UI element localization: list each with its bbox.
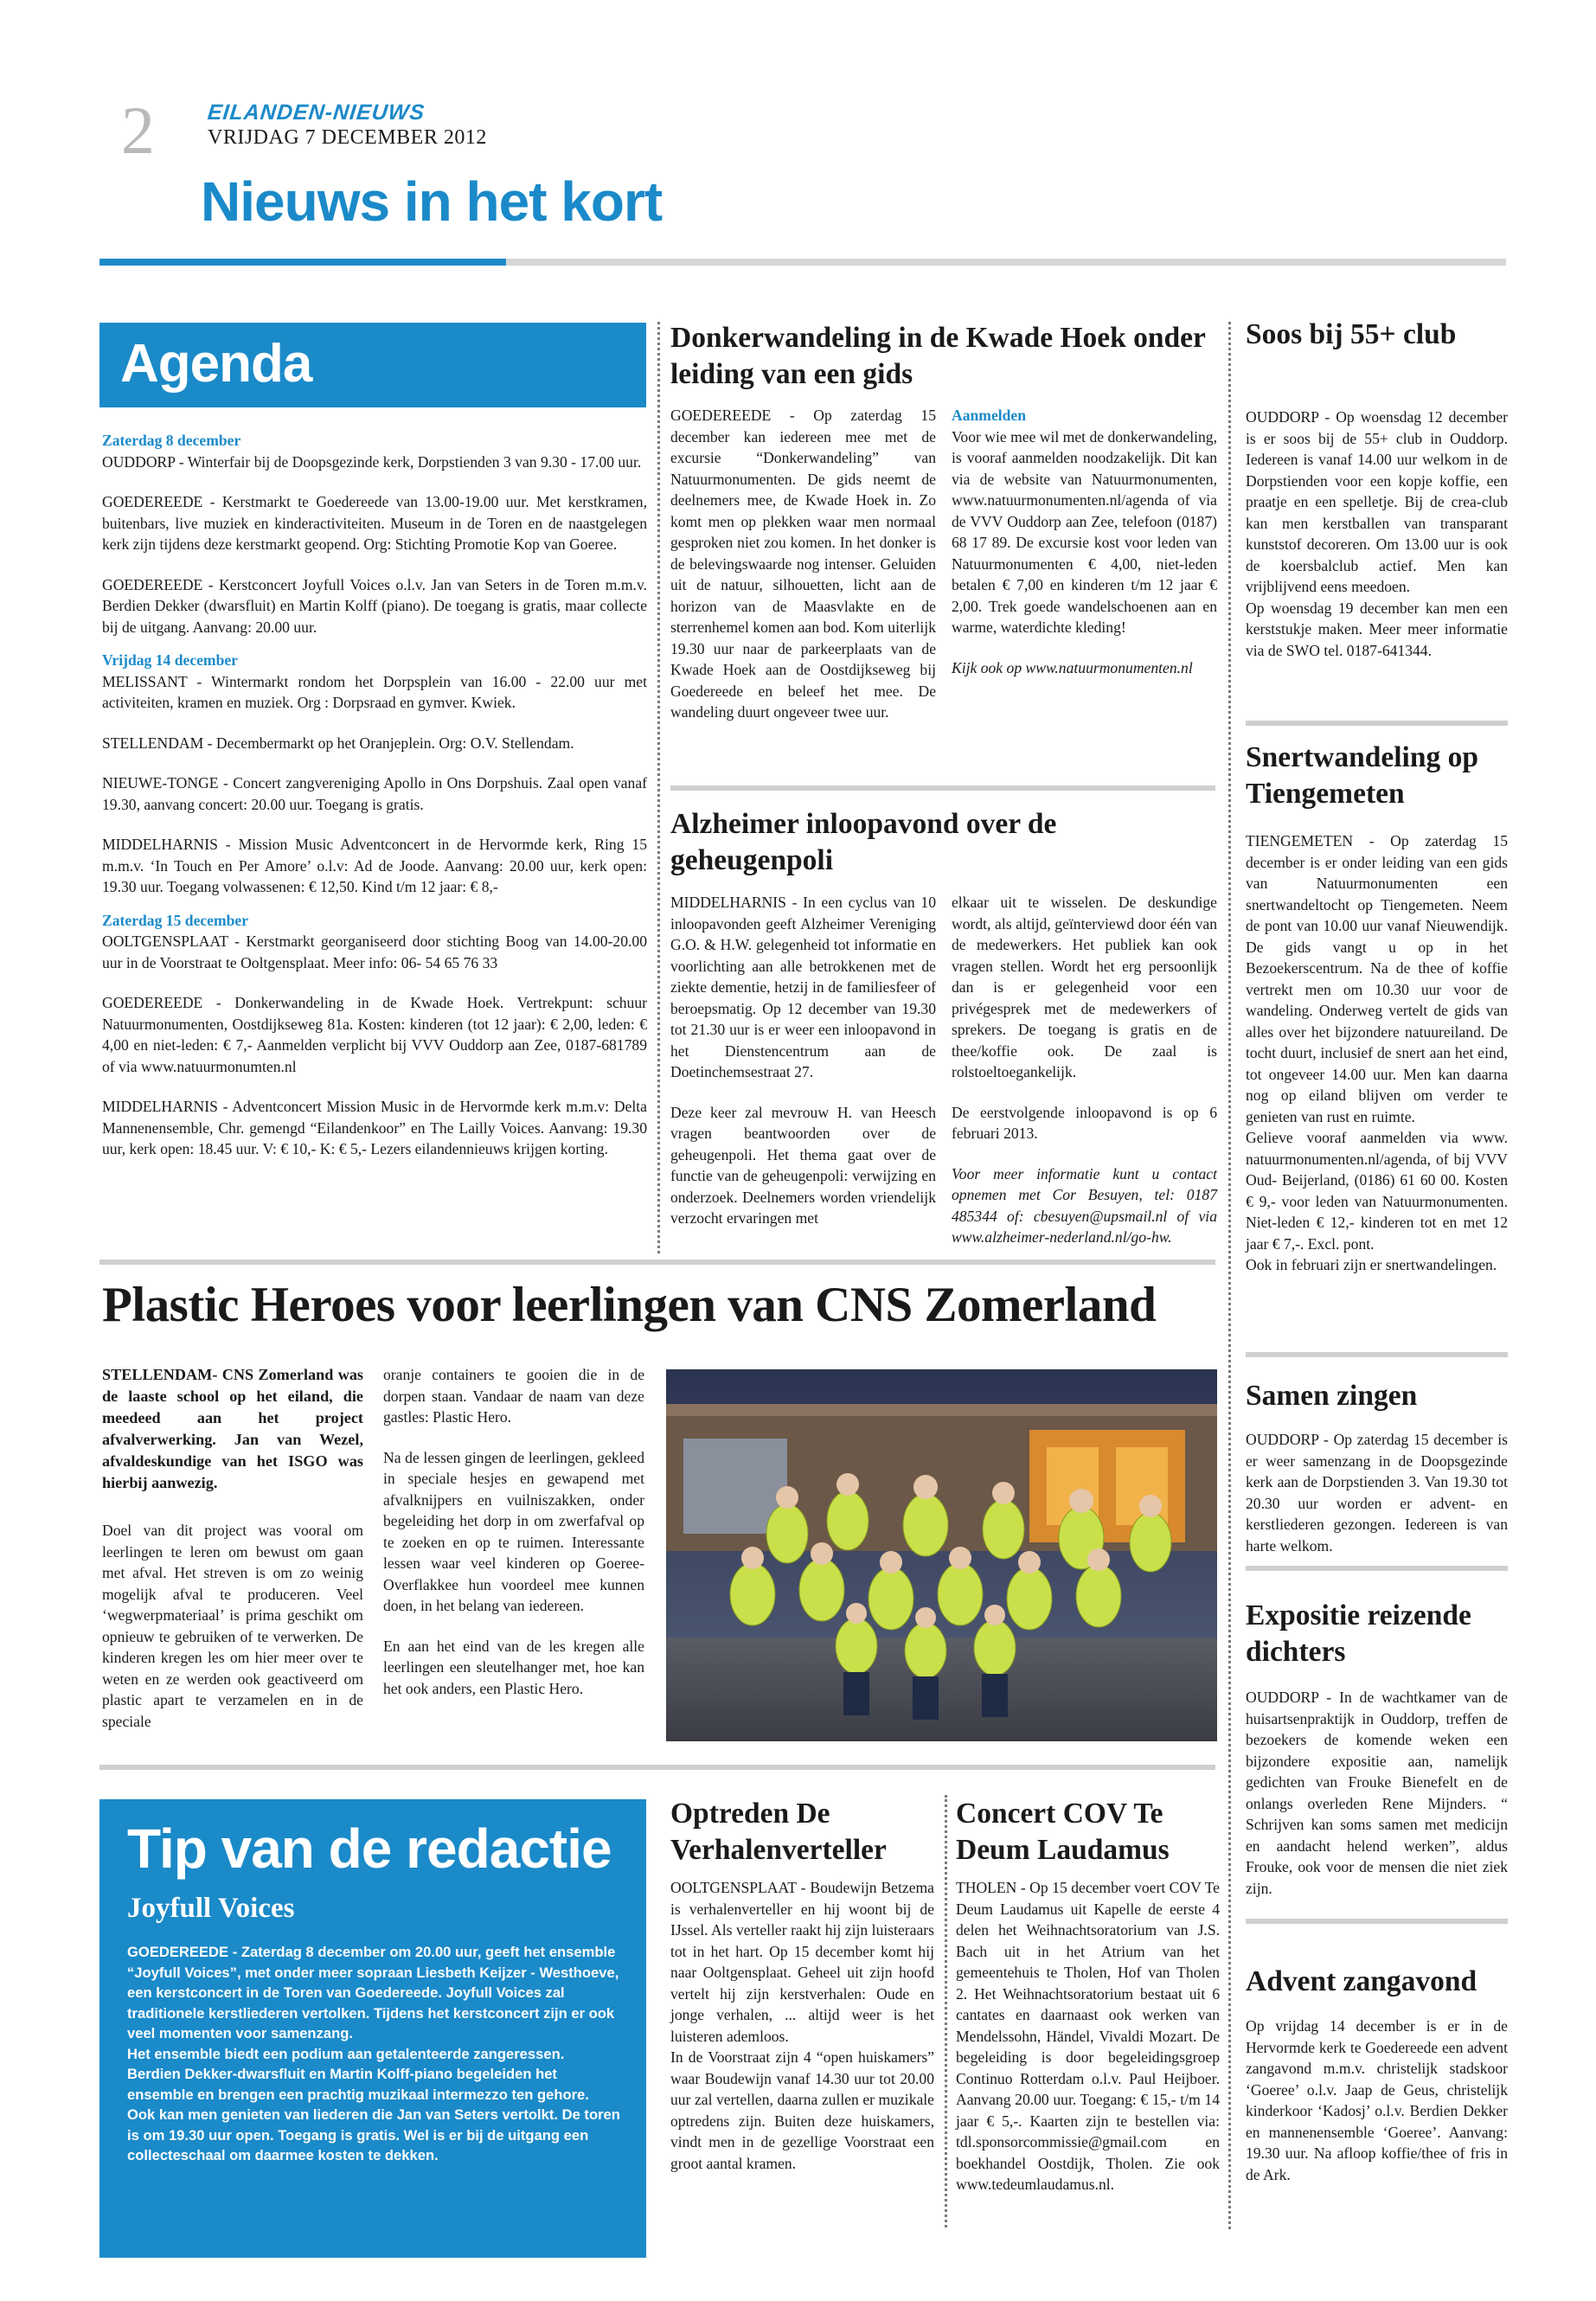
article-paragraph: elkaar uit te wisselen. De deskundige wordt, als altijd, geïnterviewd door één van de medewerkers. Het publiek kan ook vragen stellen. Wordt het erg persoonlijk dan is er gelegenheid voor een privégesprek met de medewerkers of sprekers. De toegang is gratis en de thee/koffie ook. De zaal is rolstoeltoegankelijk. [952, 894, 1217, 1080]
edition-date: VRIJDAG 7 DECEMBER 2012 [208, 126, 487, 149]
article-body [952, 405, 1217, 678]
editor-tip-paragraph: Het ensemble biedt een podium aan getalenteerde zangeressen. Berdien Dekker-dwarsfluit en Martin Kolff-piano begeleiden het ensemble en brengen een prachtig muzikaal intermezzo ten gehore. Ook kan men genieten van liederen die Jan van Seters vertolkt. De toren is om 19.30 uur open. Toegang is gratis. Wel is er bij de uitgang een collecteschaal om daarmee kosten te dekken. [127, 2045, 620, 2163]
agenda-list [102, 430, 647, 1160]
agenda-item: STELLENDAM - Decembermarkt op het Oranjeplein. Org: O.V. Stellendam. [102, 734, 574, 752]
agenda-date: Zaterdag 8 december [102, 432, 241, 449]
article-paragraph: TIENGEMETEN - Op zaterdag 15 december is er onder leiding van een gids van Natuurmonumenten een snertwandeltocht op Tiengemeten. Neem de pont van 10.00 uur vanaf Nieuwendijk. De gids vangt u op in het Bezoekerscentrum. Na de thee of koffie vertrekt men om 10.30 uur voor de wandeling. Onderweg vertelt de gids van alles over het bijzondere natuureiland. De tocht duurt, inclusief de snert aan het eind, tot ongeveer 14.00 uur. Men kan daarna nog op eiland blijven om verder te genieten van rust en ruimte. [1246, 832, 1508, 1125]
article-body: GOEDEREEDE - Op zaterdag 15 december kan iedereen mee met de excursie “Donkerwandeling” van Natuurmonumenten. De gids neemt de deelnemers mee, de Kwade Hoek in. Zo komt men op plekken waar men normaal gesproken niet zou komen. In het donker is de belevingswaarde nog intenser. Geluiden uit de natuur, silhouetten, licht aan de horizon van de Maasvlakte en de sterrenhemel komen aan bod. Kom uiterlijk 19.30 uur naar de parkeerplaats van de Kwade Hoek aan de Oostdijkseweg bij Goedereede en beleef het mee. De wandeling duurt ongeveer twee uur. [670, 407, 936, 721]
agenda-item: OOLTGENSPLAAT - Kerstmarkt georganiseerd door stichting Boog van 14.00-20.00 uur in de Voorstraat te Ooltgensplaat. Meer info: 06- 54 65 76 33 [102, 933, 647, 971]
article-paragraph: Deze keer zal mevrouw H. van Heesch vragen beantwoorden over de geheugenpoli. Het thema gaat over de functie van de geheugenpoli: verwijzing en onderzoek. Deelnemers worden vriendelijk verzocht ervaringen met [670, 1103, 936, 1227]
agenda-item: OUDDORP - Winterfair bij de Doopsgezinde kerk, Dorpstienden 3 van 9.30 - 17.00 uur. [102, 452, 642, 471]
article-paragraph: THOLEN - Op 15 december voert COV Te Deum Laudamus uit Kapelle de eerste 4 delen het Weihnachtsoratorium van J.S. Bach uit in het Atrium van het gemeentehuis te Tholen, Hof van Tholen 2. Het Weihnachtsoratorium bestaat uit 6 cantates en daarnaast ook werken van Mendelssohn, Händel, Vivaldi Mozart. De begeleiding is door begeleidingsgroep Continuo Rotterdam o.l.v. Paul Heijboer. Aanvang 20.00 uur. Toegang: € 15,- t/m 14 jaar € 5,-. Kaarten zijn te bestellen via: tdl.sponsorcommissie@gmail.com en boekhandel Oostdijk, Tholen. Zie ook www.tedeumlaudamus.nl. [956, 1879, 1220, 2193]
section-rule-accent [99, 259, 506, 266]
article-paragraph: OUDDORP - In de wachtkamer van de huisartsenpraktijk in Ouddorp, treffen de bezoekers de komende weken een bijzondere expositie aan, namelijk gedichten van Frouke Bienefelt en de onlangs overleden Rene Mijnders. “ Schrijven kan soms samen met medicijn en aandacht helend werken”, aldus Frouke, ook voor de mensen die niet ziek zijn. [1246, 1689, 1508, 1897]
article-paragraph: Na de lessen gingen de leerlingen, gekleed in speciale hesjes en gewapend met afvalknijpers en vuilniszakken, onder begeleiding het dorp in om zwerfafval op te zoeken en op te ruimen. Interessante lessen waar veel kinderen op Goeree-Overflakkee hun voordeel mee kunnen doen, in het belang van iedereen. [383, 1448, 644, 1614]
article-divider [99, 1765, 1215, 1770]
column-separator [1228, 322, 1231, 2229]
article-headline: Alzheimer inloopavond over de geheugenpoli [670, 808, 1057, 876]
agenda-title: Agenda [99, 323, 646, 407]
article-paragraph: oranje containers te gooien die in de dorpen staan. Vandaar de naam van deze gastles: Plastic Hero. [383, 1366, 644, 1426]
article-note: Voor meer informatie kunt u contact opnemen met Cor Besuyen, tel: 0187 485344 of: cbesuyen@upsmail.nl of via www.alzheimer-nederland.nl/go-hw. [952, 1164, 1217, 1246]
page-number: 2 [121, 93, 155, 168]
editor-tip-body [127, 1942, 620, 2166]
article-headline: Plastic Heroes voor leerlingen van CNS Zomerland [102, 1278, 1157, 1332]
editor-tip-title: Tip van de redactie [127, 1817, 612, 1880]
article-divider [1246, 1352, 1508, 1357]
editor-tip-box [99, 1799, 646, 2258]
article-paragraph: En aan het eind van de les kregen alle leerlingen een sleutelhanger met, hoe kan het ook anders, een Plastic Hero. [383, 1637, 644, 1697]
section-rule [506, 259, 1506, 266]
newspaper-logo: EILANDEN-NIEUWS [206, 100, 426, 125]
article-body [952, 892, 1217, 1248]
article-paragraph: Op woensdag 19 december kan men een kerststukje maken. Meer meer informatie via de SWO tel. 0187-641344. [1246, 599, 1508, 659]
article-divider [1246, 1919, 1508, 1924]
article-body [1246, 407, 1508, 661]
article-paragraph: Ook in februari zijn er snertwandelingen. [1246, 1256, 1497, 1273]
article-headline: Concert COV Te Deum Laudamus [956, 1798, 1170, 1866]
article-lead: STELLENDAM- CNS Zomerland was de laaste school op het eiland, die meedeed aan het project afvalverwerking. Jan van Wezel, afvaldeskundige van het ISGO was hierbij aanwezig. [102, 1366, 363, 1491]
article-headline: Expositie reizende dichters [1246, 1599, 1471, 1668]
article-headline: Soos bij 55+ club [1246, 318, 1457, 350]
article-paragraph: In de Voorstraat zijn 4 “open huiskamers” waar Boudewijn vanaf 14.30 uur tot 20.00 uur zal vertellen, daarna zullen er muzikale optredens zijn. Buiten deze huiskamers, vindt men in de gezellige Voorstraat een groot aantal kramen. [670, 2048, 934, 2172]
article-headline: Donkerwandeling in de Kwade Hoek onder leiding van een gids [670, 322, 1206, 390]
article-headline: Snertwandeling op Tiengemeten [1246, 741, 1478, 810]
article-subhead: Aanmelden [952, 407, 1027, 424]
agenda-date: Vrijdag 14 december [102, 651, 238, 669]
group-photo-image [666, 1369, 1217, 1741]
agenda-item: NIEUWE-TONGE - Concert zangvereniging Apollo in Ons Dorpshuis. Zaal open vanaf 19.30, aanvang concert: 20.00 uur. Toegang is gratis. [102, 774, 647, 813]
article-paragraph: Doel van dit project was vooral om leerlingen te leren om bewust om gaan met afval. Het streven is om zo weinig mogelijk afval te produceren. Veel ‘wegwerpmateriaal’ is prima geschikt om opnieuw te gebruiken of te verwerken. De kinderen kregen les om hier meer over te weten en ze werden ook geactiveerd om plastic apart te verzamelen en in de speciale [102, 1522, 363, 1730]
article-photo [666, 1369, 1217, 1741]
agenda-item: MIDDELHARNIS - Adventconcert Mission Music in de Hervormde kerk m.m.v: Delta Mannenensemble, Chr. gemengd “Eilandenkoor” en The Lailly Voices. Aanvang: 19.30 uur, kerk open: 18.45 uur. V: € 10,- K: € 5,- Lezers eilandennieuws krijgen korting. [102, 1098, 647, 1157]
agenda-item: GOEDEREEDE - Donkerwandeling in de Kwade Hoek. Vertrekpunt: schuur Natuurmonumenten, Oostdijkseweg 81a. Kosten: kinderen (tot 12 jaar): € 2,00, leden: € 4,00 en niet-leden: € 7,- Aanmelden verplicht bij VVV Ouddorp aan Zee, 0187-681789 of via www.natuurmonumten.nl [102, 994, 647, 1075]
article-divider [670, 785, 1215, 791]
article-headline: Samen zingen [1246, 1380, 1418, 1412]
article-body [383, 1364, 644, 1699]
article-note: Kijk ook op www.natuurmonumenten.nl [952, 658, 1193, 676]
article-divider [1246, 1566, 1508, 1571]
agenda-item: MIDDELHARNIS - Mission Music Adventconcert in de Hervormde kerk, Ring 15 m.m.v. ‘In Touch en Per Amore’ o.l.v: Ad de Joode. Aanvang: 20.00 uur, kerk open: 19.30 uur. Toegang volwassenen: € 12,50. Kind t/m 12 jaar: € 8,- [102, 836, 647, 895]
agenda-item: GOEDEREEDE - Kerstmarkt te Goedereede van 13.00-19.00 uur. Met kerstkramen, buitenbars, live muziek en kinderactiviteiten. Museum in de Toren en de naastgelegen kerk zijn tijdens deze kerstmarkt geopend. Org: Stichting Promotie Kop van Goeree. [102, 493, 647, 553]
column-separator [657, 322, 660, 1253]
column-separator [945, 1795, 947, 2227]
agenda-item: MELISSANT - Wintermarkt rondom het Dorpsplein van 16.00 - 22.00 uur met activiteiten, kramen en muziek. Org : Dorpsraad en gymver. Kwiek. [102, 672, 647, 711]
editor-tip-subtitle: Joyfull Voices [127, 1893, 295, 1924]
article-divider [1246, 721, 1508, 726]
article-paragraph: Op vrijdag 14 december is er in de Hervormde kerk te Goedereede een advent zangavond m.m.v. christelijk stadskoor ‘Goeree’ o.l.v. Jaap de Geus, christelijk kinderkoor ‘Kadosj’ o.l.v. Berdien Dekker en mannenensemble ‘Goeree’. Aanvang: 19.30 uur. Na afloop koffie/thee of fris in de Ark. [1246, 2017, 1508, 2183]
article-paragraph: Gelieve vooraf aanmelden via www. natuurmonumenten.nl/agenda, of bij VVV Oud- Beijerland, (0186) 61 60 00. Kosten € 9,- voor leden van Natuurmonumenten. Niet-leden € 12,- kinderen tot en met 12 jaar € 7,-. Excl. pont. [1246, 1129, 1508, 1253]
section-title: Nieuws in het kort [201, 170, 663, 233]
editor-tip-paragraph: GOEDEREEDE - Zaterdag 8 december om 20.00 uur, geeft het ensemble “Joyfull Voices”, met onder meer sopraan Liesbeth Keijzer - Westhoeve, een kerstconcert in de Toren van Goedereede. Joyfull Voices zal traditionele kerstliederen vertolken. Tijdens het kerstconcert zijn er ook veel momenten voor samenzang. [127, 1944, 619, 2041]
article-body [1246, 830, 1508, 1276]
article-paragraph: OUDDORP - Op zaterdag 15 december is er weer samenzang in de Doopsgezinde kerk aan de Dorpstienden 3. Van 19.30 tot 20.30 uur worden er advent- en kerstliederen gezongen. Iedereen is van harte welkom. [1246, 1431, 1508, 1554]
article-headline: Optreden De Verhalenverteller [670, 1798, 887, 1866]
article-body [670, 892, 936, 1229]
article-headline: Advent zangavond [1246, 1965, 1477, 1997]
article-paragraph: De eerstvolgende inloopavond is op 6 februari 2013. [952, 1103, 1217, 1142]
agenda-date: Zaterdag 15 december [102, 911, 249, 929]
article-divider [99, 1259, 1215, 1265]
article-paragraph: OOLTGENSPLAAT - Boudewijn Betzema is verhalenverteller en hij woont bij de IJssel. Als verteller raakt hij zijn luisteraars tot in het hart. Op 15 december komt hij naar Ooltgensplaat. Geheel uit zijn hoofd vertelt hij zijn kerstverhalen: Oude en jonge verhalen, ... altijd weer is het luisteren ademloos. [670, 1879, 934, 2045]
agenda-item: GOEDEREEDE - Kerstconcert Joyfull Voices o.l.v. Jan van Seters in de Toren m.m.v. Berdien Dekker (dwarsfluit) en Martin Kolff (piano). De toegang is gratis, maar collecte bij de uitgang. Aanvang: 20.00 uur. [102, 575, 647, 636]
article-paragraph: Voor wie mee wil met de donkerwandeling, is vooraf aanmelden noodzakelijk. Dit kan via de website van Natuurmonumenten, www.natuurmonumenten.nl/agenda of via de VVV Ouddorp aan Zee, telefoon (0187) 68 17 89. De excursie kost voor leden van Natuurmonumenten € 4,00, niet-leden betalen € 7,00 en kinderen t/m 12 jaar € 2,00. Trek goede wandelschoenen aan en warme, waterdichte kleding! [952, 427, 1217, 636]
article-body [670, 1877, 934, 2174]
article-paragraph: MIDDELHARNIS - In een cyclus van 10 inloopavonden geeft Alzheimer Vereniging G.O. & H.W. gelegenheid tot informatie en voorlichting aan alle betrokkenen met de ziekte dementie, hetzij in de familiesfeer of beroepsmatig. Op 12 december van 19.30 tot 21.30 uur is er weer een inloopavond in het Dienstencentrum aan de Doetinchemsestraat 27. [670, 894, 936, 1080]
article-paragraph: OUDDORP - Op woensdag 12 december is er soos bij de 55+ club in Ouddorp. Iedereen is vanaf 14.00 uur welkom in de Dorpstienden voor een kopje koffie, een praatje en een spelletje. Bij de crea-club kan men kerstballen van transparant kunststof decoreren. Om 13.00 uur is ook de koersbalclub actief. Men kan vrijblijvend eens meedoen. [1246, 408, 1508, 595]
